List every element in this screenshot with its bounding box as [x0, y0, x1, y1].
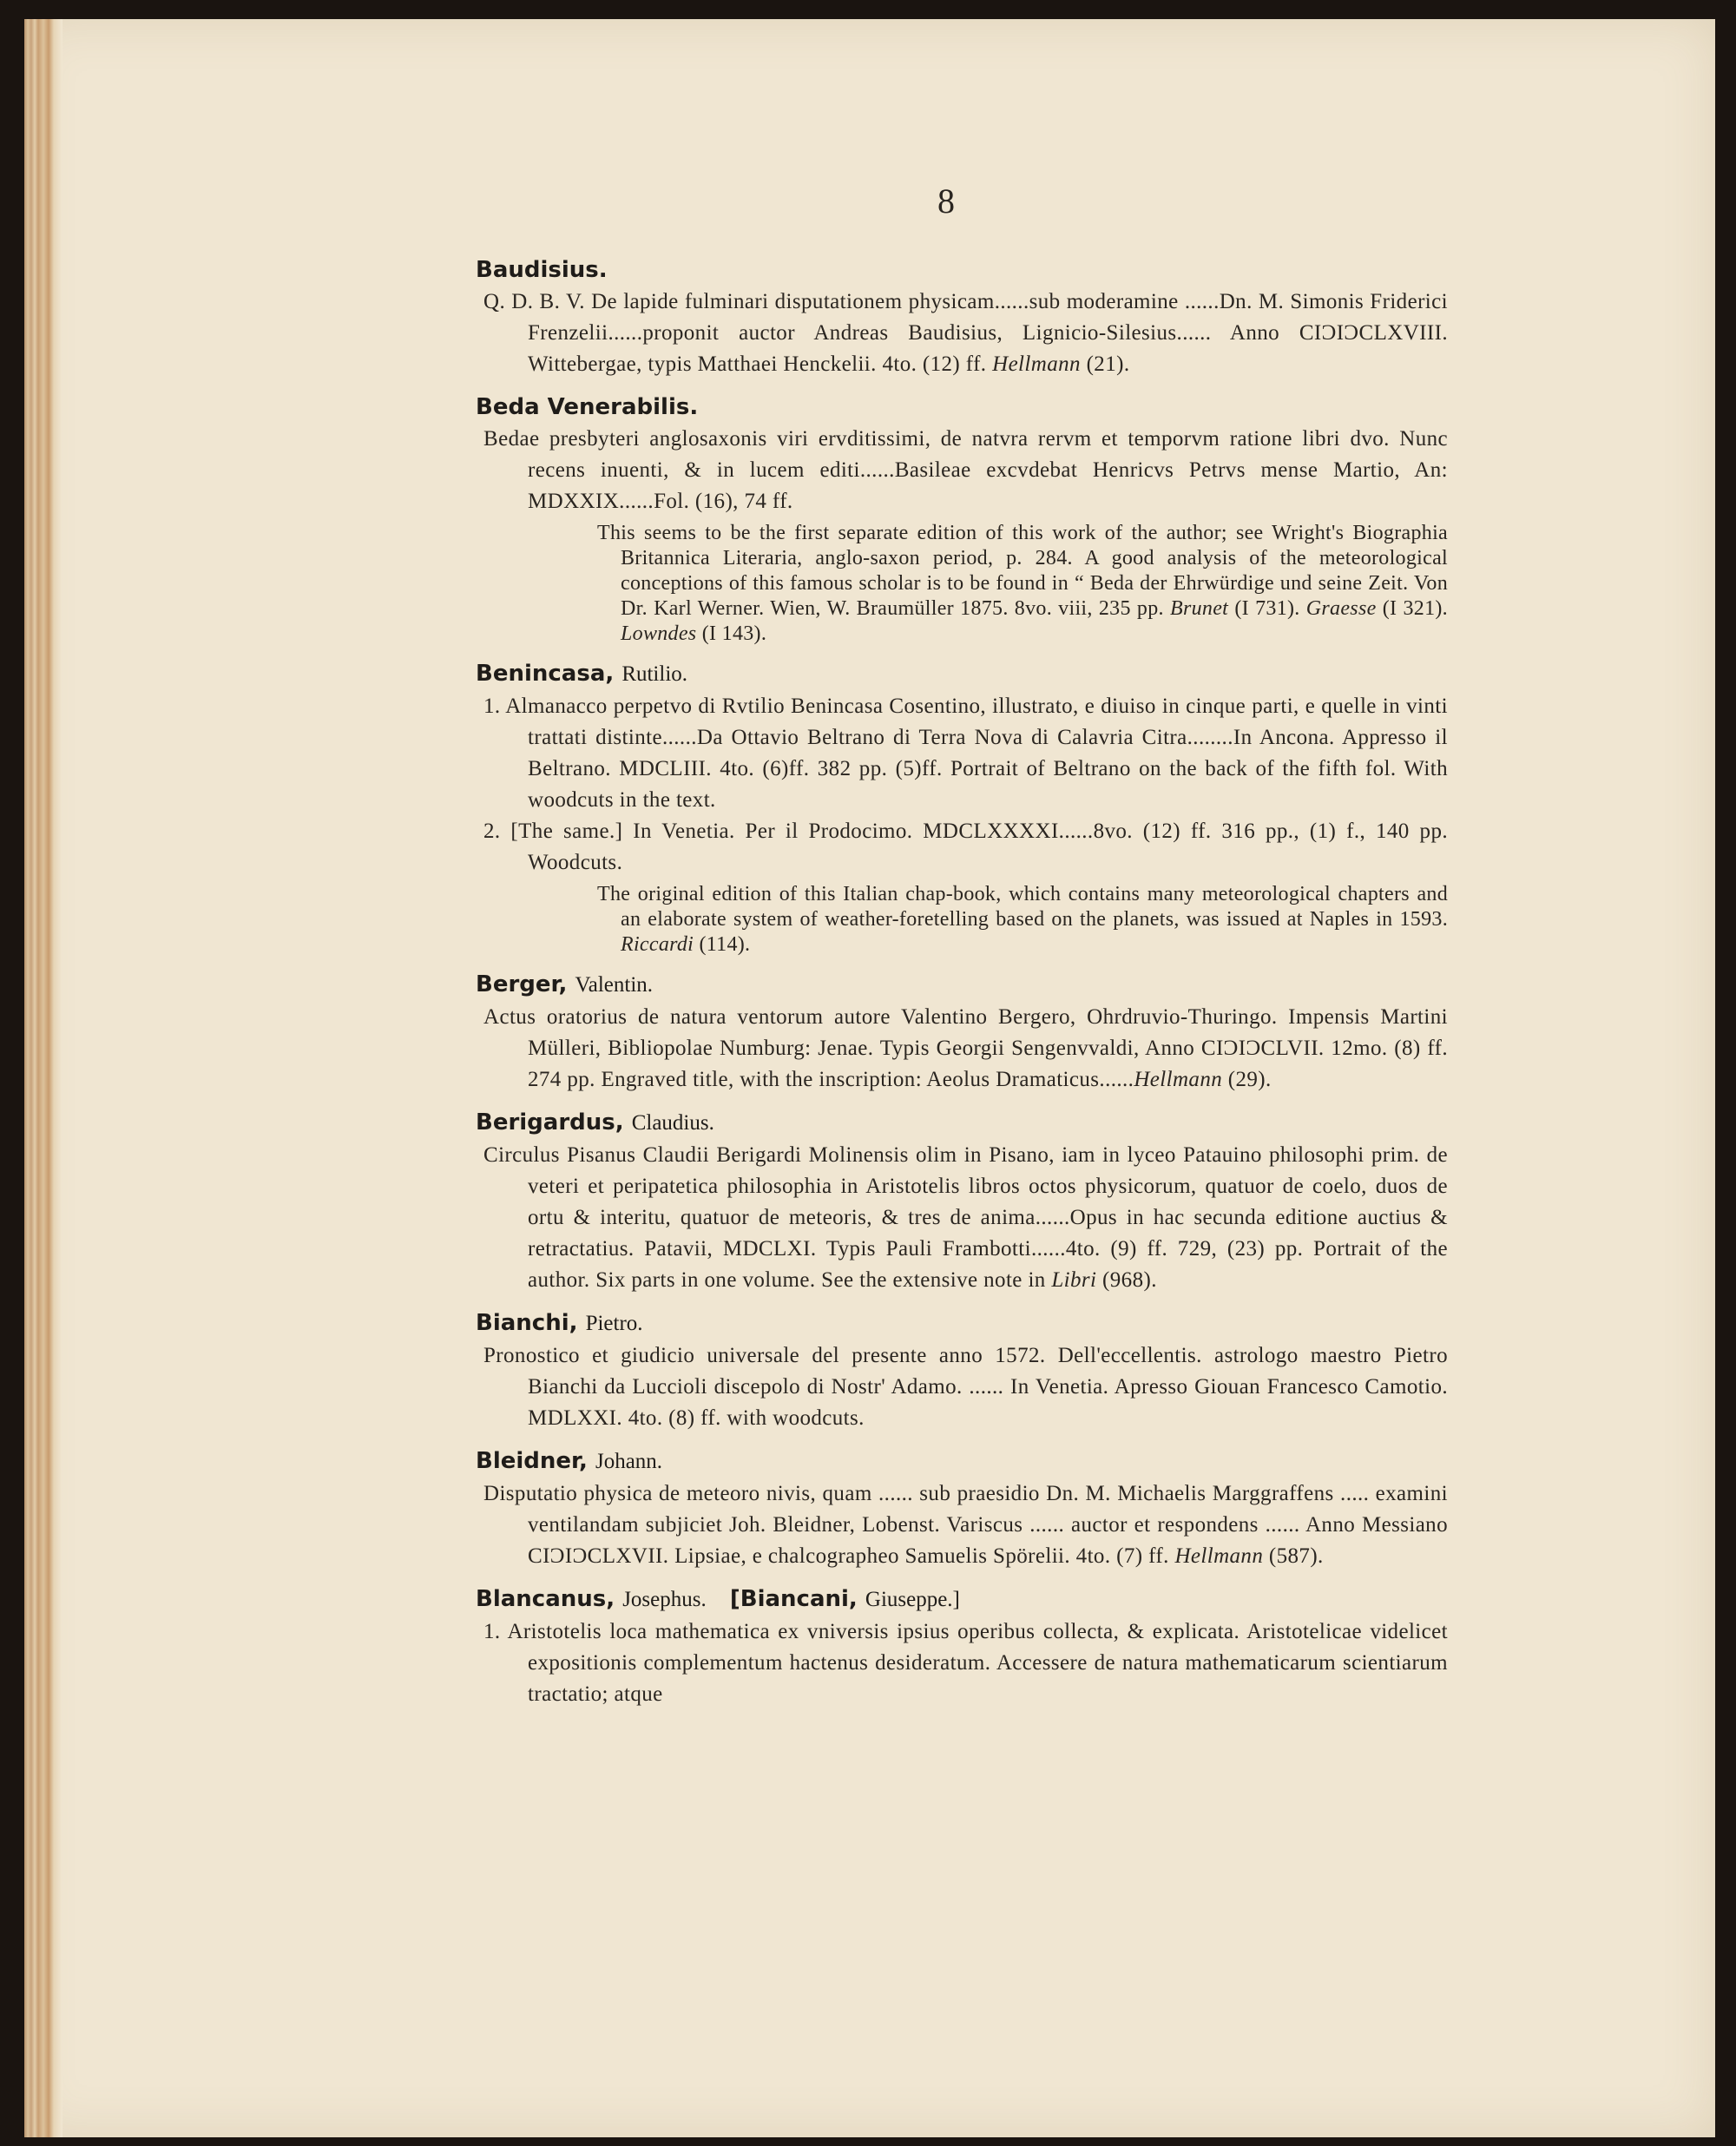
entry-given-name: Josephus. — [622, 1588, 707, 1611]
entry-heading — [476, 1106, 1448, 1140]
entry-berger — [476, 968, 1448, 1096]
entry-given-name: Valentin. — [575, 973, 654, 997]
entry-heading — [476, 1307, 1448, 1340]
entry-heading — [476, 253, 1448, 286]
entry-item: 2. [The same.] In Venetia. Per il Prodocimo. MDCLXXXXI......8vo. (12) ff. 316 pp., (1) f., 140 pp. Woodcuts. — [483, 820, 1448, 874]
entry-note: This seems to be the first separate edition of this work of the author; see Wright's Biographia Britannica Literaria, anglo-saxon period, p. 284. A good analysis of the meteorological conceptions of this famous scholar is to be found in “ Beda der Ehrwürdige und seine Zeit. Von Dr. Karl Werner. Wien, W. Braumüller 1875. 8vo. viii, 235 pp. Brunet (I 731). Graesse (I 321). Lowndes (I 143). — [597, 522, 1448, 645]
entry-surname: Baudisius. — [476, 257, 608, 283]
entry-surname: Bleidner, — [476, 1448, 588, 1474]
reference: Graesse — [1305, 597, 1377, 620]
entry-bleidner — [476, 1445, 1448, 1572]
reference: Brunet — [1170, 597, 1229, 620]
catalogue-entries — [476, 253, 1448, 1721]
page-number: 8 — [937, 181, 955, 221]
entry-alt-given-name: Giuseppe.] — [865, 1588, 960, 1611]
entry-text: Q. D. B. V. De lapide fulminari disputationem physicam......sub moderamine ......Dn. M. Simonis Friderici Frenzelii......proponit auctor Andreas Baudisius, Lignicio-Silesius...... Anno CIϽIϽCLXVIII. Wittebergae, typis Matthaei Henckelii. 4to. (12) ff. Hellmann (21). — [483, 290, 1448, 376]
entry-surname: Beda Venerabilis. — [476, 394, 699, 420]
entry-beda — [476, 391, 1448, 647]
book-page — [24, 19, 1715, 2137]
reference: Hellmann — [1134, 1068, 1223, 1091]
entry-surname: Benincasa, — [476, 661, 615, 687]
page-edge — [24, 19, 62, 2137]
entry-note: The original edition of this Italian chap-book, which contains many meteorological chapters and an elaborate system of weather-foretelling based on the planets, was issued at Naples in 1593. Riccardi (114). — [597, 883, 1448, 956]
entry-heading — [476, 1583, 1448, 1616]
entry-text: Circulus Pisanus Claudii Berigardi Molinensis olim in Pisano, iam in lyceo Patauino philosophi prim. de veteri et peripatetica philosophia in Aristotelis libros octos physicorum, quatuor de coelo, duos de ortu & interitu, quatuor de meteoris, & tres de anima......Opus in hac secunda editione auctius & retractatius. Patavii, MDCLXI. Typis Pauli Frambotti......4to. (9) ff. 729, (23) pp. Portrait of the author. Six parts in one volume. See the extensive note in Libri (968). — [483, 1143, 1448, 1292]
entry-surname: Bianchi, — [476, 1310, 578, 1336]
entry-surname: Blancanus, — [476, 1586, 615, 1612]
entry-text: Bedae presbyteri anglosaxonis viri ervditissimi, de natvra rervm et temporvm ratione libri dvo. Nunc recens inuenti, & in lucem editi......Basileae excvdebat Henricvs Petrvs mense Martio, An: MDXXIX......Fol. (16), 74 ff. — [483, 427, 1448, 513]
entry-alt-surname: [Biancani, — [729, 1586, 858, 1612]
entry-text: Disputatio physica de meteoro nivis, quam ...... sub praesidio Dn. M. Michaelis Marggraffens ..... examini ventilandam subjiciet Joh. Bleidner, Lobenst. Variscus ...... auctor et respondens ...... Anno Messiano CIϽIϽCLXVII. Lipsiae, e chalcographeo Samuelis Spörelii. 4to. (7) ff. Hellmann (587). — [483, 1482, 1448, 1568]
reference: Libri — [1051, 1268, 1097, 1292]
entry-bianchi — [476, 1307, 1448, 1434]
entry-surname: Berigardus, — [476, 1109, 624, 1136]
entry-heading — [476, 391, 1448, 424]
entry-blancanus — [476, 1583, 1448, 1710]
entry-berigardus — [476, 1106, 1448, 1296]
reference: Lowndes — [621, 622, 697, 645]
entry-heading — [476, 968, 1448, 1002]
entry-heading — [476, 657, 1448, 691]
entry-given-name: Rutilio. — [621, 662, 688, 686]
entry-given-name: Pietro. — [585, 1312, 643, 1335]
entry-item: 1. Aristotelis loca mathematica ex vniversis ipsius operibus collecta, & explicata. Aristotelicae videlicet expositionis complementum hactenus desideratum. Accessere de natura mathematicarum scientiarum tractatio; atque — [483, 1620, 1448, 1706]
entry-surname: Berger, — [476, 971, 568, 997]
entry-benincasa — [476, 657, 1448, 958]
entry-text: Actus oratorius de natura ventorum autore Valentino Bergero, Ohrdruvio-Thuringo. Impensis Martini Mülleri, Bibliopolae Numburg: Jenae. Typis Georgii Sengenvvaldi, Anno CIϽIϽCLVII. 12mo. (8) ff. 274 pp. Engraved title, with the inscription: Aeolus Dramaticus......Hellmann (29). — [483, 1005, 1448, 1091]
entry-item: 1. Almanacco perpetvo di Rvtilio Benincasa Cosentino, illustrato, e diuiso in cinque parti, e quelle in vinti trattati distinte......Da Ottavio Beltrano di Terra Nova di Calavria Citra........In Ancona. Appresso il Beltrano. MDCLIII. 4to. (6)ff. 382 pp. (5)ff. Portrait of Beltrano on the back of the fifth fol. With woodcuts in the text. — [483, 694, 1448, 812]
reference: Hellmann — [992, 352, 1081, 376]
entry-baudisius — [476, 253, 1448, 380]
reference: Hellmann — [1174, 1544, 1264, 1568]
entry-given-name: Claudius. — [631, 1111, 714, 1135]
entry-text: Pronostico et giudicio universale del presente anno 1572. Dell'eccellentis. astrologo maestro Pietro Bianchi da Luccioli discepolo di Nostr' Adamo. ...... In Venetia. Apresso Giouan Francesco Camotio. MDLXXI. 4to. (8) ff. with woodcuts. — [483, 1344, 1448, 1430]
entry-given-name: Johann. — [595, 1450, 663, 1473]
reference: Riccardi — [621, 933, 694, 956]
entry-heading — [476, 1445, 1448, 1478]
